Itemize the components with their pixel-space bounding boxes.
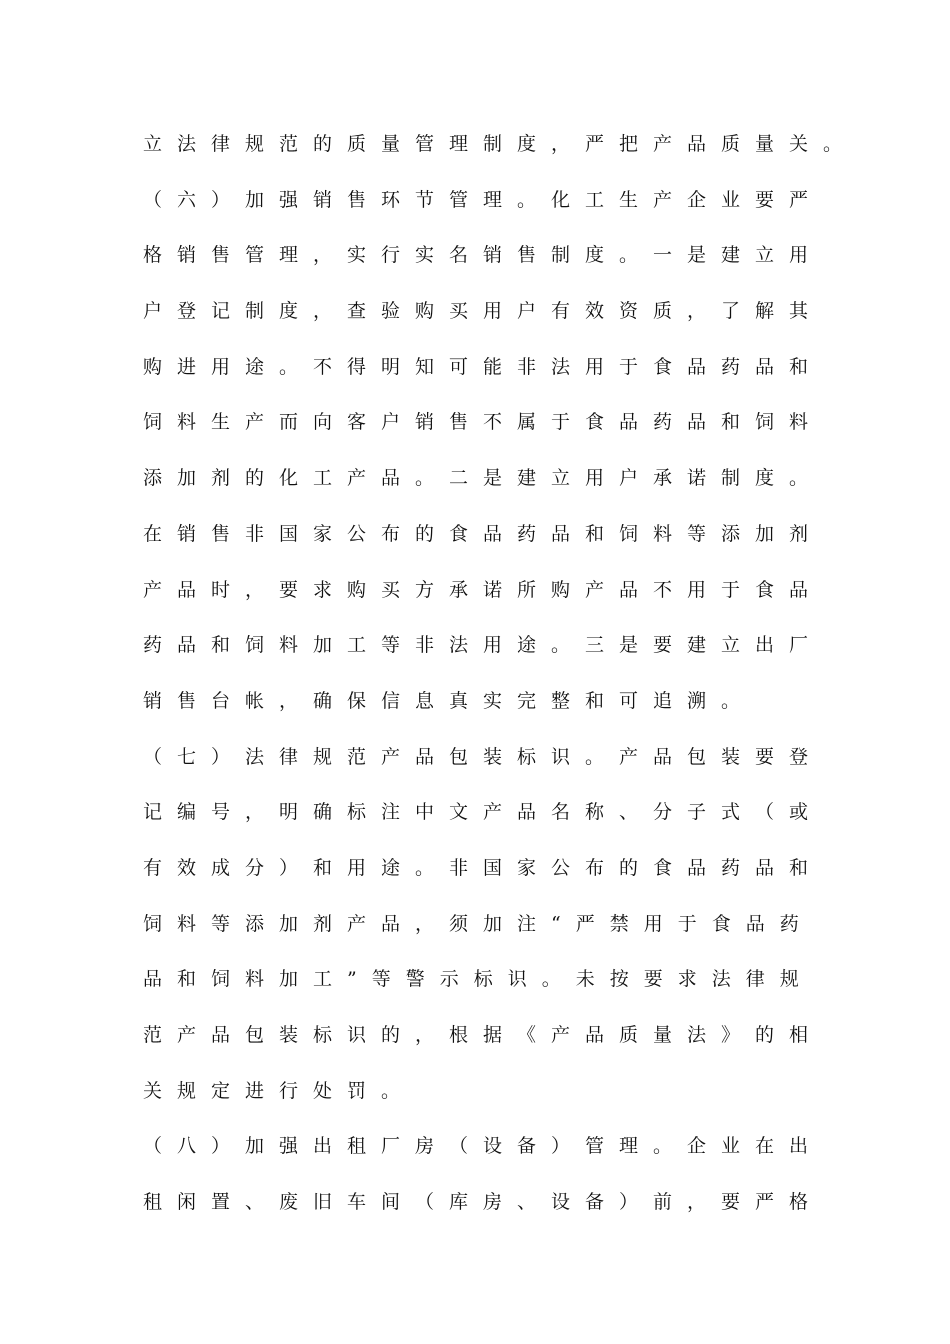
text-line-19: （八）加强出租厂房（设备）管理。企业在出 [143,1135,824,1158]
text-line-10: 药品和饲料加工等非法用途。三是要建立出厂 [143,634,824,657]
text-line-2: （六）加强销售环节管理。化工生产企业要严 [143,188,824,211]
body-text [143,126,858,1240]
text-line-17: 范产品包装标识的，根据《产品质量法》的相 [143,1024,824,1046]
text-line-4: 户登记制度，查验购买用户有效资质，了解其 [143,300,824,323]
text-line-7: 添加剂的化工产品。二是建立用户承诺制度。 [143,467,824,490]
text-line-13: 记编号，明确标注中文产品名称、分子式（或 [143,801,824,824]
text-line-15: 饲料等添加剂产品，须加注“严禁用于食品药 [143,912,814,935]
text-line-18: 关规定进行处罚。 [143,1079,416,1102]
text-line-20: 租闲置、废旧车间（库房、设备）前，要严格 [143,1191,824,1214]
text-line-6: 饲料生产而向客户销售不属于食品药品和饲料 [143,411,824,434]
text-line-14: 有效成分）和用途。非国家公布的食品药品和 [143,856,824,879]
text-line-5: 购进用途。不得明知可能非法用于食品药品和 [143,355,824,378]
text-line-12: （七）法律规范产品包装标识。产品包装要登 [143,745,824,768]
text-line-9: 产品时，要求购买方承诺所购产品不用于食品 [143,578,824,601]
text-line-11: 销售台帐，确保信息真实完整和可追溯。 [143,689,756,712]
text-line-3: 格销售管理，实行实名销售制度。一是建立用 [143,244,824,267]
text-line-8: 在销售非国家公布的食品药品和饲料等添加剂 [143,522,824,545]
text-line-16: 品和饲料加工”等警示标识。未按要求法律规 [143,968,814,991]
text-line-1: 立法律规范的质量管理制度，严把产品质量关。 [143,133,858,155]
